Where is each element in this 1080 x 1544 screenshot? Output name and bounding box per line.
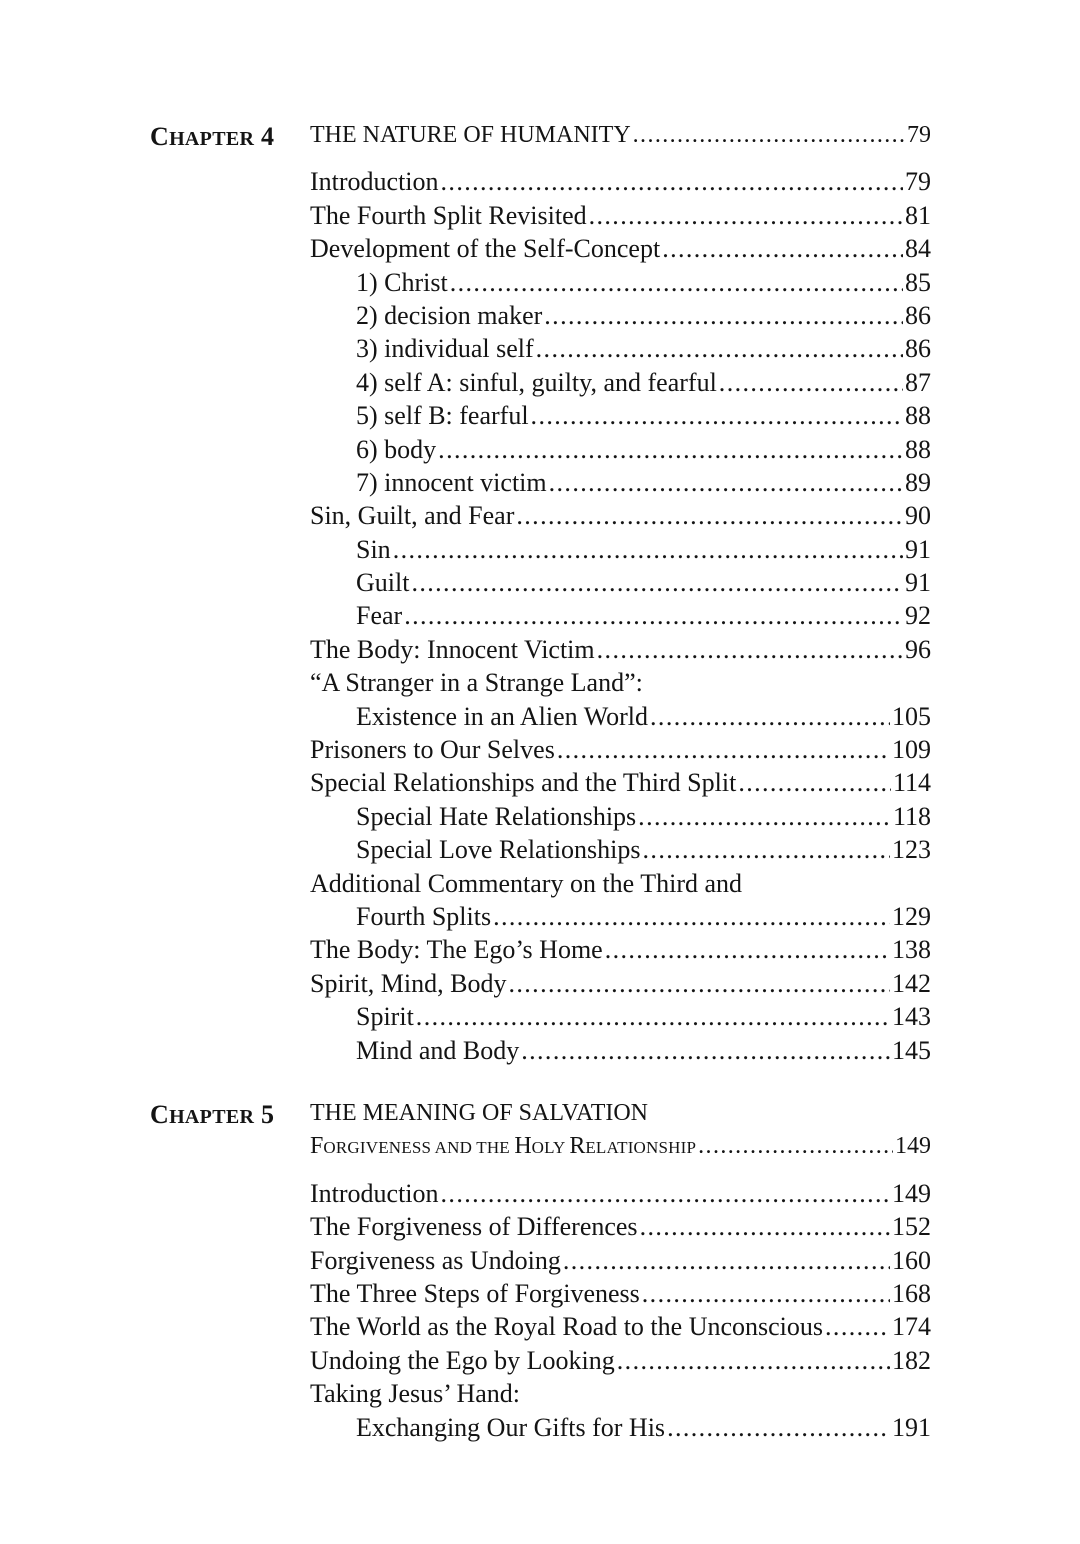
leader-dots [531,399,903,432]
page-number: 149 [895,1133,931,1160]
toc-entry[interactable] [310,733,931,766]
entry-title: The Body: Innocent Victim [310,634,595,664]
entry-title: The Three Steps of Forgiveness [310,1278,640,1308]
toc-entry[interactable] [310,933,931,966]
leader-dots [563,1244,890,1277]
entry-title: Mind and Body [356,1035,520,1065]
chapter-toc [310,119,931,1067]
subtitle-initial: R [569,1133,586,1160]
entry-title: Spirit [356,1002,414,1032]
chapter-label-initial: C [150,1100,170,1129]
chapter-number: 4 [261,122,275,151]
toc-entry[interactable] [310,165,931,198]
page-number: 88 [905,401,931,431]
page-number: 168 [892,1278,931,1308]
page-number: 145 [892,1035,931,1065]
toc-entry[interactable] [310,332,931,365]
entry-title: Fourth Splits [356,901,492,931]
leader-dots [549,466,903,499]
leader-dots [597,633,903,666]
toc-entry[interactable] [310,1277,931,1310]
leader-dots [640,1210,890,1243]
leader-dots [825,1310,890,1343]
toc-entry[interactable] [310,399,931,432]
toc-entry[interactable] [310,900,931,933]
toc-entries [310,1177,931,1444]
entry-title: Special Love Relationships [356,835,641,865]
toc-entry[interactable] [310,766,931,799]
entry-title: 7) innocent victim [356,467,547,497]
entry-title: Development of the Self-Concept [310,234,661,264]
leader-dots [411,566,903,599]
toc-entry[interactable] [310,1000,931,1033]
leader-dots [638,800,891,833]
toc-entry[interactable] [310,800,931,833]
toc-entry[interactable] [310,566,931,599]
entry-title: 3) individual self [356,334,534,364]
leader-dots [393,533,903,566]
toc-entry[interactable] [310,266,931,299]
toc-entry[interactable] [310,1034,931,1067]
toc-entry[interactable] [310,466,931,499]
leader-dots [508,967,890,1000]
page-number: 96 [905,634,931,664]
entry-title: Spirit, Mind, Body [310,968,507,998]
leader-dots [536,332,903,365]
toc-entry[interactable] [310,499,931,532]
page-number: 85 [905,267,931,297]
toc-entry[interactable] [310,533,931,566]
leader-dots [667,1411,890,1444]
page-number: 191 [892,1412,931,1442]
leader-dots [441,1177,890,1210]
page-number: 84 [905,234,931,264]
page-number: 91 [905,534,931,564]
page-number: 138 [892,935,931,965]
page-number: 142 [892,968,931,998]
entry-title: 1) Christ [356,267,448,297]
leader-dots [416,1000,890,1033]
chapter-title-line[interactable] [310,119,931,152]
toc-entry[interactable] [310,199,931,232]
page-number: 152 [892,1212,931,1242]
leader-dots [441,165,903,198]
chapter-subtitle-line[interactable] [310,1130,931,1163]
toc-entry[interactable] [310,299,931,332]
chapter-toc [310,1097,931,1444]
entry-title: Existence in an Alien World [356,701,649,731]
page-number: 109 [892,735,931,765]
page-number: 81 [905,200,931,230]
page-number: 88 [905,434,931,464]
leader-dots [516,499,903,532]
toc-entry [310,666,931,699]
toc-entry [310,1377,931,1410]
toc-entry[interactable] [310,1310,931,1343]
entry-title: Undoing the Ego by Looking [310,1345,615,1375]
page-number: 86 [905,334,931,364]
leader-dots [493,900,890,933]
entry-title: 4) self A: sinful, guilty, and fearful [356,367,717,397]
leader-dots [719,366,903,399]
subtitle-rest: ORGIVENESS AND THE [323,1138,515,1158]
toc-entry[interactable] [310,1244,931,1277]
entry-title: Introduction [310,167,439,197]
chapter-label-rest: HAPTER [169,128,255,150]
entry-title: Prisoners to Our Selves [310,735,555,765]
chapter-number: 5 [261,1100,275,1129]
entry-title: The Fourth Split Revisited [310,200,587,230]
leader-dots [438,433,903,466]
page-number: 92 [905,601,931,631]
leader-dots [605,933,890,966]
page-number: 91 [905,568,931,598]
page-number: 89 [905,467,931,497]
entry-title: The Body: The Ego’s Home [310,935,603,965]
chapter-title: THE NATURE OF HUMANITY [310,122,631,148]
leader-dots [698,1130,893,1163]
toc-entry[interactable] [310,700,931,733]
leader-dots [404,599,903,632]
page-number: 160 [892,1245,931,1275]
chapter-label-initial: C [150,122,170,151]
leader-dots [617,1344,890,1377]
toc-entry[interactable] [310,599,931,632]
toc-entry[interactable] [310,1177,931,1210]
toc-entry[interactable] [310,232,931,265]
toc-entry[interactable] [310,1210,931,1243]
entry-title: Taking Jesus’ Hand: [310,1379,520,1409]
entry-title: Sin, Guilt, and Fear [310,501,515,531]
entry-title: 5) self B: fearful [356,401,529,431]
entry-title: Special Relationships and the Third Split [310,768,737,798]
page-number: 118 [892,801,931,831]
leader-dots [633,119,905,152]
page-number: 114 [892,768,931,798]
page-number: 105 [892,701,931,731]
page-number: 123 [892,835,931,865]
entry-title: Special Hate Relationships [356,801,637,831]
leader-dots [738,766,891,799]
leader-dots [557,733,890,766]
entry-title: Introduction [310,1178,439,1208]
leader-dots [544,299,903,332]
subtitle-rest: ELATIONSHIP [585,1138,697,1158]
toc-entry[interactable] [310,366,931,399]
toc-entry[interactable] [310,1344,931,1377]
leader-dots [643,833,890,866]
page-number: 174 [892,1312,931,1342]
entry-title: The Forgiveness of Differences [310,1212,638,1242]
toc-entry[interactable] [310,1411,931,1444]
chapter-title: THE MEANING OF SALVATION [310,1100,649,1126]
entry-title: 6) body [356,434,437,464]
page-number: 90 [905,501,931,531]
subtitle-initial: H [514,1133,532,1160]
chapter-title-line [310,1097,931,1130]
chapter-subtitle [310,1130,696,1164]
toc-entry [310,867,931,900]
page-number: 143 [892,1002,931,1032]
chapter-label-rest: HAPTER [169,1106,255,1128]
leader-dots [450,266,903,299]
toc-entry[interactable] [310,433,931,466]
chapter-label [150,1097,274,1135]
leader-dots [642,1277,890,1310]
entry-title: The World as the Royal Road to the Unconscious [310,1312,824,1342]
page-number: 79 [905,167,931,197]
page-number: 129 [892,901,931,931]
subtitle-rest: OLY [531,1138,570,1158]
leader-dots [650,700,890,733]
page-number: 79 [907,122,931,148]
entry-title: 2) decision maker [356,300,543,330]
toc-entry[interactable] [310,833,931,866]
entry-title: Guilt [356,568,410,598]
leader-dots [521,1034,890,1067]
entry-title: Sin [356,534,391,564]
toc-entries [310,165,931,1067]
page-number: 87 [905,367,931,397]
entry-title: Fear [356,601,403,631]
subtitle-initial: F [310,1133,324,1160]
leader-dots [662,232,903,265]
toc-entry[interactable] [310,633,931,666]
entry-title: Exchanging Our Gifts for His [356,1412,666,1442]
page-number: 86 [905,300,931,330]
leader-dots [589,199,903,232]
chapter-label [150,119,274,157]
page-number: 182 [892,1345,931,1375]
entry-title: “A Stranger in a Strange Land”: [310,668,643,698]
page-number: 149 [892,1178,931,1208]
entry-title: Additional Commentary on the Third and [310,868,743,898]
entry-title: Forgiveness as Undoing [310,1245,561,1275]
toc-entry[interactable] [310,967,931,1000]
